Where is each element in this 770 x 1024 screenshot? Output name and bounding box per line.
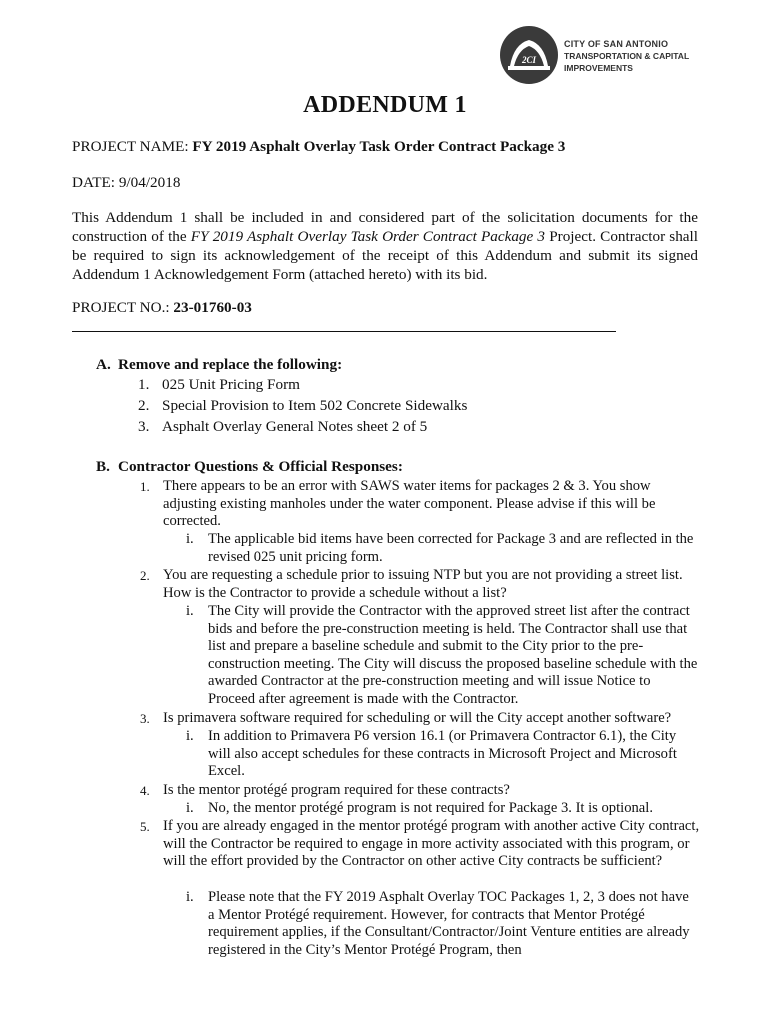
question-number: 4. (140, 783, 150, 798)
question-item (140, 818, 700, 871)
question-number: 1. (140, 479, 150, 494)
divider-line (72, 331, 616, 332)
list-item-number: 3. (138, 418, 150, 435)
list-item-text: Asphalt Overlay General Notes sheet 2 of 5 (162, 418, 428, 435)
question-text: Is primavera software required for scheduling or will the City accept another software? (163, 710, 672, 726)
date-value: 9/04/2018 (118, 174, 181, 191)
logo-text (564, 38, 710, 74)
answer-text: Please note that the FY 2019 Asphalt Overlay TOC Packages 1, 2, 3 does not have a Mentor Protégé requirement. However, for contracts that Mentor Protégé requirement applies, if the Consultant/Contractor/Joint Venture entities are already registered in the City’s Mentor Protégé Program, then (208, 889, 690, 958)
answer-item (186, 603, 698, 709)
city-logo (500, 24, 710, 86)
section-b-letter: B. (96, 458, 110, 475)
question-text: There appears to be an error with SAWS water items for packages 2 & 3. You show adjusting existing manholes under the water component. Please advise if this will be corrected. (163, 478, 656, 530)
date-label: DATE: (72, 174, 119, 191)
answer-number: i. (186, 728, 194, 744)
answer-number: i. (186, 889, 194, 905)
list-item-number: 2. (138, 397, 150, 414)
question-number: 2. (140, 568, 150, 583)
answer-number: i. (186, 603, 194, 619)
answer-item (186, 531, 698, 566)
answer-text: In addition to Primavera P6 version 16.1 (or Primavera Contractor 6.1), the City will also accept schedules for these contracts in Microsoft Project and Microsoft Excel. (208, 728, 677, 780)
project-name-line (72, 138, 702, 156)
answer-item (186, 889, 698, 959)
list-item-text: Special Provision to Item 502 Concrete Sidewalks (162, 397, 468, 414)
question-number: 5. (140, 819, 150, 834)
list-item-number: 1. (138, 376, 150, 393)
logo-emblem-text: 2CI (521, 55, 537, 65)
section-a-heading (96, 356, 342, 374)
question-number: 3. (140, 711, 150, 726)
answer-number: i. (186, 531, 194, 547)
answer-item (186, 728, 698, 781)
project-no-value: 23-01760-03 (173, 299, 252, 316)
list-item (138, 376, 300, 394)
intro-paragraph (72, 208, 698, 284)
answer-item (186, 800, 698, 818)
answer-text: The City will provide the Contractor with the approved street list after the contract bids and before the pre-construction meeting is held. The Contractor shall use that list and prepare a baseline schedule and submit to the City prior to the pre-construction meeting. The City will discuss the proposed baseline schedule with the awarded Contractor at the pre-construction meeting and will issue Notice to Proceed after agreement is made with the Contractor. (208, 603, 698, 707)
logo-city-name: CITY OF SAN ANTONIO (564, 39, 669, 49)
answer-number: i. (186, 800, 194, 816)
answer-text: The applicable bid items have been corrected for Package 3 and are reflected in the revised 025 unit pricing form. (208, 531, 694, 565)
question-item (140, 478, 700, 531)
question-text: Is the mentor protégé program required for these contracts? (163, 782, 510, 798)
section-b-title: Contractor Questions & Official Responses: (118, 458, 403, 475)
question-item (140, 782, 700, 800)
list-item-text: 025 Unit Pricing Form (162, 376, 300, 393)
project-name-value: FY 2019 Asphalt Overlay Task Order Contract Package 3 (192, 138, 566, 155)
page-title: ADDENDUM 1 (303, 92, 467, 118)
question-item (140, 567, 700, 602)
list-item (138, 418, 427, 436)
date-line (72, 174, 702, 192)
section-b-heading (96, 458, 403, 476)
logo-emblem (500, 26, 558, 84)
question-text: You are requesting a schedule prior to issuing NTP but you are not providing a street list. How is the Contractor to provide a schedule without a list? (163, 567, 683, 601)
answer-text: No, the mentor protégé program is not required for Package 3. It is optional. (208, 800, 653, 816)
section-a-title: Remove and replace the following: (118, 356, 343, 373)
intro-text-2: Project. Contractor shall be required to sign its acknowledgement of the receipt of this Addendum and submit its signed Addendum 1 Acknowledgement Form (attached hereto) with its bid. (72, 228, 698, 283)
logo-department: TRANSPORTATION & CAPITAL IMPROVEMENTS (564, 51, 689, 73)
project-no-label: PROJECT NO.: (72, 299, 174, 316)
section-a-letter: A. (96, 356, 111, 373)
list-item (138, 397, 467, 415)
project-no-line (72, 299, 702, 317)
question-text: If you are already engaged in the mentor protégé program with another active City contract, will the Contractor be required to engage in more activity associated with this program, or will the effort provided by the Contractor on other active City contracts be sufficient? (163, 818, 700, 870)
question-item (140, 710, 700, 728)
intro-project-italic: FY 2019 Asphalt Overlay Task Order Contract Package 3 (190, 228, 546, 245)
project-name-label: PROJECT NAME: (72, 138, 193, 155)
intro-text-1: This Addendum 1 shall be included in and considered part of the solicitation documents for the construction of the (72, 209, 698, 245)
